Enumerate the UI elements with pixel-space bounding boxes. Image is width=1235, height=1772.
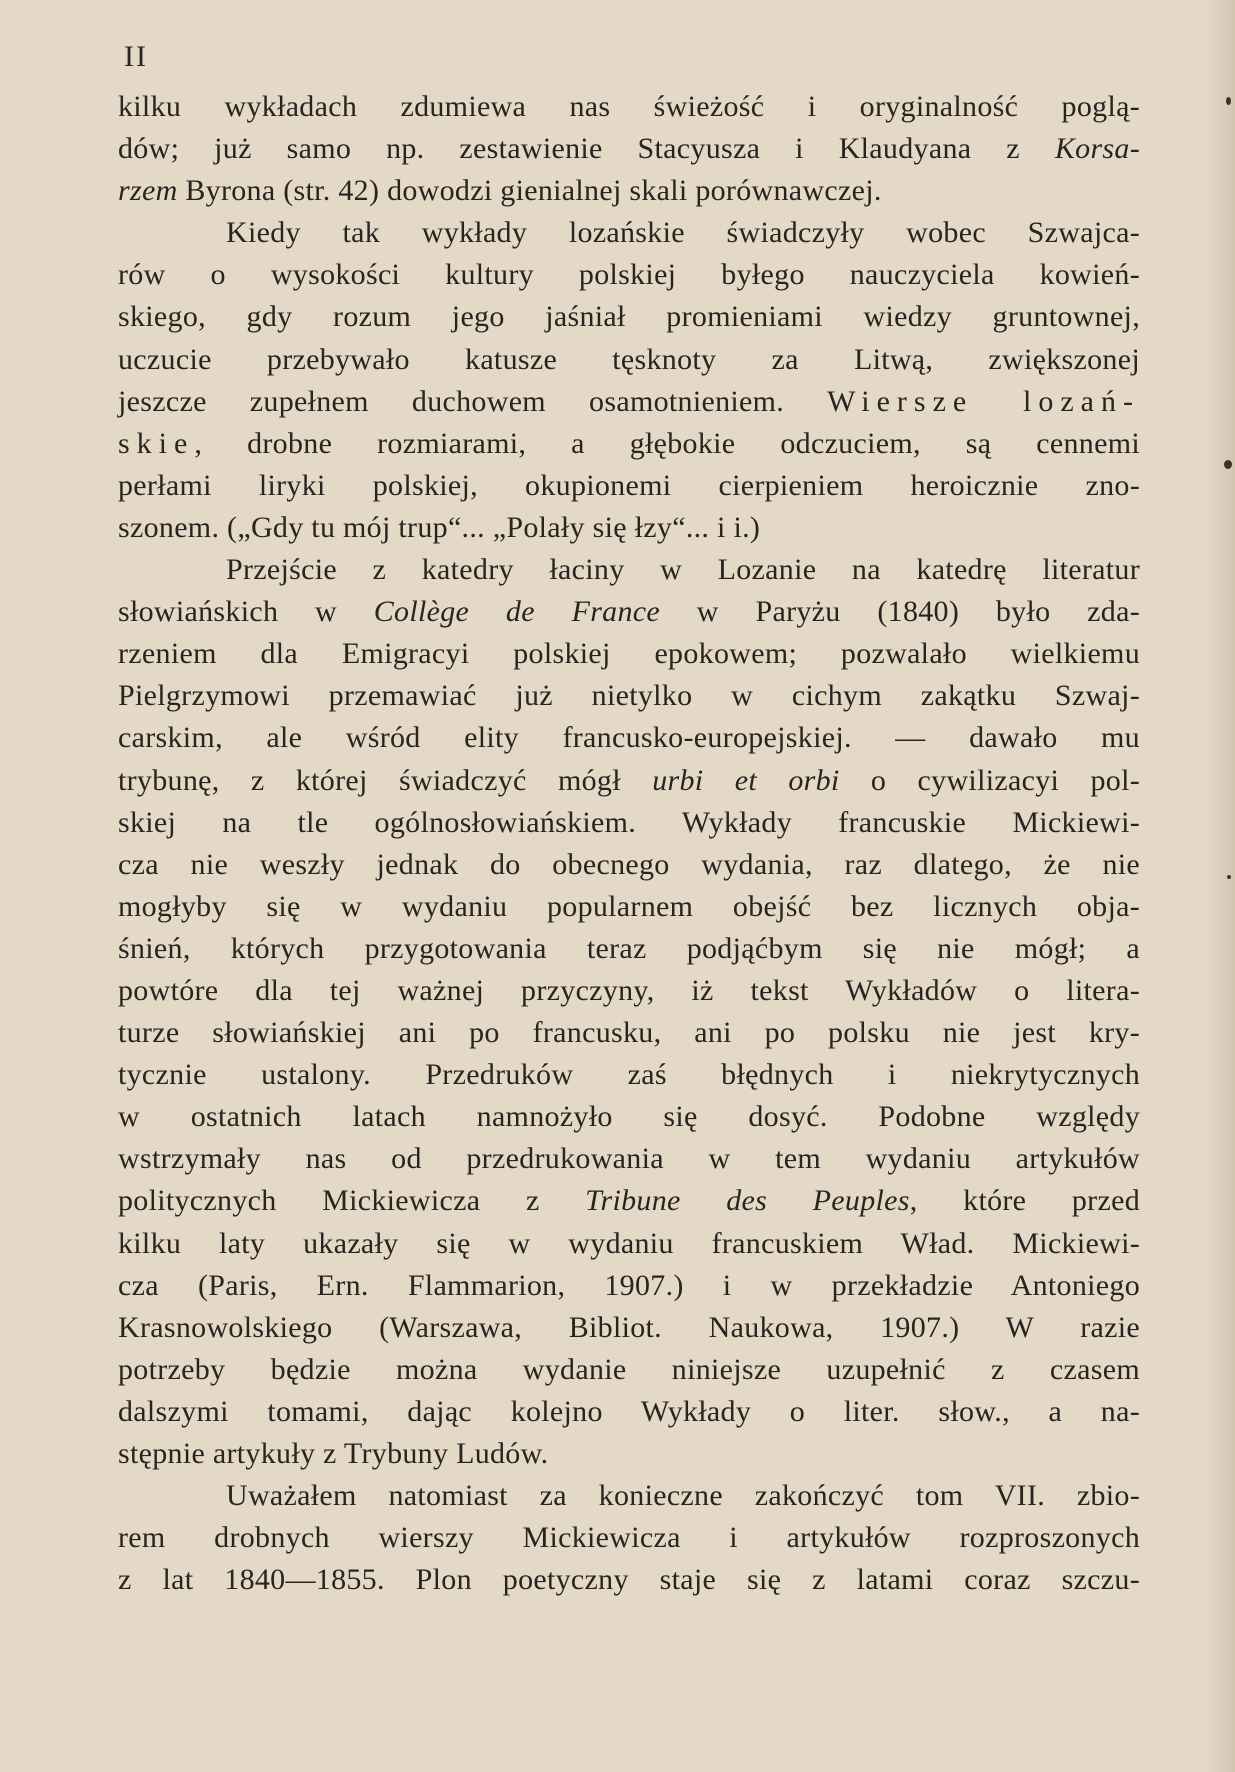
line-text: kilku laty ukazały się w wydaniu francuskiem Wład. Mickiewi- xyxy=(118,1226,1140,1260)
text-line xyxy=(118,802,1140,844)
italic-text: Korsa- xyxy=(1054,132,1140,166)
text-line xyxy=(118,254,1140,296)
text-line xyxy=(118,170,1140,212)
line-text: rzeniem dla Emigracyi polskiej epokowem; pozwalało wielkiemu xyxy=(118,637,1140,671)
text-line xyxy=(118,549,1140,591)
text-line xyxy=(118,212,1140,254)
text-line xyxy=(118,591,1140,633)
text-line xyxy=(118,717,1140,759)
line-text: politycznych Mickiewicza z xyxy=(118,1184,586,1218)
text-line xyxy=(118,86,1140,128)
text-line xyxy=(118,886,1140,928)
line-text: w Paryżu (1840) było zda- xyxy=(660,595,1140,629)
text-line xyxy=(118,970,1140,1012)
line-text: rów o wysokości kultury polskiej byłego nauczyciela kowień- xyxy=(118,258,1140,292)
line-text: dalszymi tomami, dając kolejno Wykłady o liter. słow., a na- xyxy=(118,1394,1140,1428)
text-line xyxy=(118,296,1140,338)
text-line xyxy=(118,760,1140,802)
text-line xyxy=(118,1138,1140,1180)
edge-mark-3 xyxy=(1227,875,1231,879)
line-text: cza nie weszły jednak do obecnego wydania, raz dlatego, że nie xyxy=(118,847,1140,881)
line-text: w ostatnich latach namnożyło się dosyć. Podobne względy xyxy=(118,1100,1140,1134)
line-text: cza (Paris, Ern. Flammarion, 1907.) i w przekładzie Antoniego xyxy=(118,1268,1140,1302)
line-text: skiej na tle ogólnosłowiańskiem. Wykłady francuskie Mickiewi- xyxy=(118,805,1140,839)
text-line xyxy=(118,633,1140,675)
spaced-text: skie xyxy=(118,426,195,460)
text-line xyxy=(118,465,1140,507)
line-text: Uważałem natomiast za konieczne zakończyć tom VII. zbio- xyxy=(226,1479,1140,1513)
edge-mark-2 xyxy=(1224,460,1232,469)
italic-text: Collège de France xyxy=(373,595,661,629)
text-line xyxy=(118,339,1140,381)
text-line xyxy=(118,1223,1140,1265)
text-line xyxy=(118,844,1140,886)
line-text: trybunę, z której świadczyć mógł xyxy=(118,763,653,797)
text-line xyxy=(118,381,1140,423)
line-text: wstrzymały nas od przedrukowania w tem wydaniu artykułów xyxy=(118,1142,1140,1176)
text-line xyxy=(118,423,1140,465)
page-number: II xyxy=(124,40,148,73)
text-line xyxy=(118,675,1140,717)
line-text: powtóre dla tej ważnej przyczyny, iż tekst Wykładów o litera- xyxy=(118,973,1140,1007)
line-text: tycznie ustalony. Przedruków zaś błędnych i niekrytycznych xyxy=(118,1058,1140,1092)
line-text: Krasnowolskiego (Warszawa, Bibliot. Naukowa, 1907.) W razie xyxy=(118,1310,1140,1344)
line-text: szonem. („Gdy tu mój trup“... „Polały się łzy“... i i.) xyxy=(118,510,761,544)
line-text: Przejście z katedry łaciny w Lozanie na katedrę literatur xyxy=(226,553,1140,587)
text-line xyxy=(118,1475,1140,1517)
line-text: kilku wykładach zdumiewa nas świeżość i oryginalność poglą- xyxy=(118,90,1140,123)
text-line xyxy=(118,1054,1140,1096)
text-line xyxy=(118,1391,1140,1433)
text-line xyxy=(118,128,1140,170)
text-line xyxy=(118,1559,1140,1601)
text-line xyxy=(118,507,1140,549)
line-text: potrzeby będzie można wydanie niniejsze uzupełnić z czasem xyxy=(118,1352,1140,1386)
line-text: słowiańskich w xyxy=(118,595,374,629)
line-text: uczucie przebywało katusze tęsknoty za Litwą, zwiększonej xyxy=(118,342,1140,376)
line-text: z lat 1840—1855. Plon poetyczny staje się z latami coraz szczu- xyxy=(118,1563,1140,1597)
text-line xyxy=(118,1180,1140,1222)
italic-text: rzem xyxy=(118,174,178,208)
italic-text: Tribune des Peuples xyxy=(585,1184,910,1218)
line-text: jeszcze zupełnem duchowem osamotnieniem. xyxy=(118,384,828,418)
text-line xyxy=(118,1349,1140,1391)
line-text: śnień, których przygotowania teraz podjąćbym się nie mógł; a xyxy=(118,931,1140,965)
line-text: carskim, ale wśród elity francusko-europejskiej. — dawało mu xyxy=(118,721,1140,755)
line-text: stępnie artykuły z Trybuny Ludów. xyxy=(118,1437,549,1470)
line-text: dów; już samo np. zestawienie Stacyusza i Klaudyana z xyxy=(118,132,1055,166)
line-text: rem drobnych wierszy Mickiewicza i artykułów rozproszonych xyxy=(118,1521,1140,1555)
page-edge-shadow xyxy=(1205,0,1235,1772)
line-text: Pielgrzymowi przemawiać już nietylko w cichym zakątku Szwaj- xyxy=(118,679,1140,713)
line-text: mogłyby się w wydaniu popularnem obejść bez licznych obja- xyxy=(118,889,1140,923)
text-line xyxy=(118,1265,1140,1307)
text-line xyxy=(118,1096,1140,1138)
edge-mark-1 xyxy=(1226,97,1231,105)
text-line xyxy=(118,1433,1140,1475)
line-text: perłami liryki polskiej, okupionemi cierpieniem heroicznie zno- xyxy=(118,468,1140,502)
text-line xyxy=(118,928,1140,970)
line-text: turze słowiańskiej ani po francusku, ani po polsku nie jest kry- xyxy=(118,1016,1140,1050)
line-text: Byrona (str. 42) dowodzi gienialnej skali porównawczej. xyxy=(177,174,882,208)
text-line xyxy=(118,1012,1140,1054)
line-text: Kiedy tak wykłady lozańskie świadczyły wobec Szwajca- xyxy=(226,216,1140,250)
spaced-text: Wiersze lozań- xyxy=(827,384,1140,418)
line-text: o cywilizacyi pol- xyxy=(839,763,1140,797)
line-text: , drobne rozmiarami, a głębokie odczuciem, są cennemi xyxy=(194,426,1140,460)
line-text: skiego, gdy rozum jego jaśniał promieniami wiedzy gruntownej, xyxy=(118,300,1140,334)
line-text: , które przed xyxy=(909,1184,1140,1218)
text-line xyxy=(118,1307,1140,1349)
italic-text: urbi et orbi xyxy=(652,763,840,797)
body-text xyxy=(118,86,1140,1601)
text-line xyxy=(118,1517,1140,1559)
